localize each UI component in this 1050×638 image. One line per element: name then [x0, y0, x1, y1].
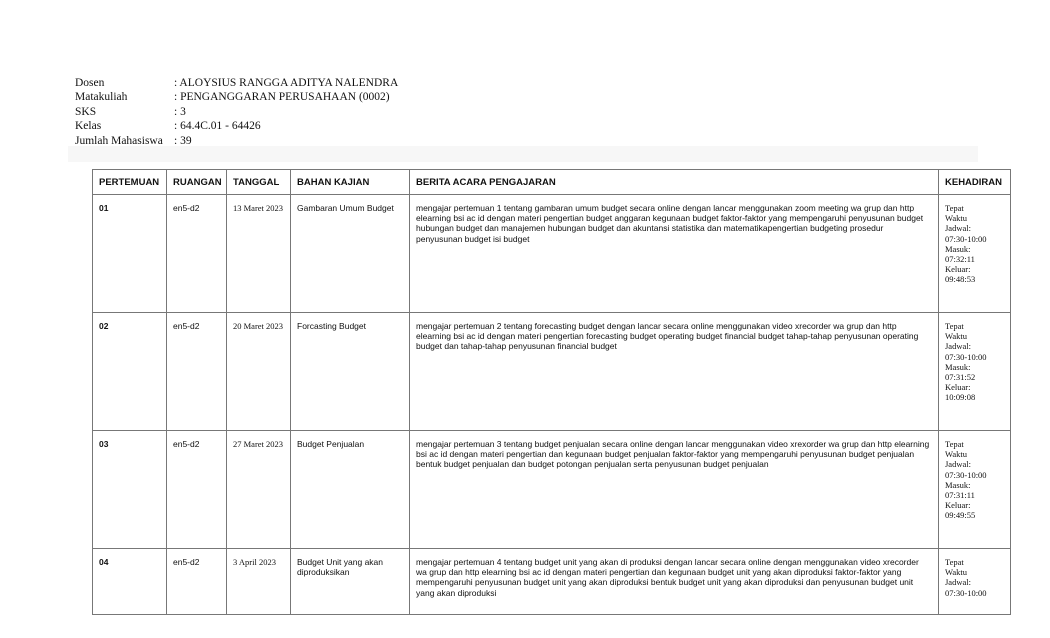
- cell-berita-acara: mengajar pertemuan 1 tentang gambaran umum budget secara online dengan lancar menggunakan zoom meeting wa grup dan http elearning bsi ac id dengan materi pengertian budget anggaran kegunaan budget faktor-faktor yang mempengaruhi penyusunan budget hubungan budget dan manajemen hubungan budget dan akuntansi statistika dan matematikapengertian budgeting prosedur penyusunan budget isi budget: [410, 195, 939, 313]
- cell-kehadiran: [939, 195, 1011, 313]
- header-bahan-kajian: BAHAN KAJIAN: [291, 170, 410, 195]
- info-label: SKS: [75, 105, 97, 118]
- header-berita-acara: BERITA ACARA PENGAJARAN: [410, 170, 939, 195]
- attendance-line: Tepat: [945, 321, 964, 331]
- attendance-line: 09:49:55: [945, 510, 976, 521]
- table-row: [93, 313, 1011, 431]
- header-tanggal: TANGGAL: [227, 170, 291, 195]
- cell-tanggal: 13 Maret 2023: [227, 195, 291, 313]
- table-header-row: [93, 170, 1011, 195]
- attendance-line: Keluar:: [945, 264, 971, 275]
- attendance-line: Jadwal:: [945, 223, 971, 234]
- info-value: : 3: [174, 105, 186, 118]
- attendance-line: Masuk:: [945, 361, 971, 372]
- cell-pertemuan: 02: [93, 313, 167, 431]
- attendance-line: Tepat: [945, 203, 964, 213]
- cell-bahan-kajian: Forcasting Budget: [291, 313, 410, 431]
- attendance-line: 07:30-10:00: [945, 351, 987, 362]
- attendance-line: Jadwal:: [945, 577, 971, 588]
- attendance-line: Keluar:: [945, 500, 971, 511]
- cell-berita-acara: mengajar pertemuan 4 tentang budget unit yang akan di produksi dengan lancar secara online dengan menggunakan video xrecorder wa grup dan http elearning bsi ac id dengan materi pengertian dan kegunaan budget unit yang akan diproduksi faktor-faktor yang mempengaruhi penyusunan budget unit yang akan diproduksi bentuk budget unit yang akan diproduksi dan penyusunan budget unit yang akan diproduksi: [410, 549, 939, 615]
- info-label: Dosen: [75, 77, 105, 89]
- attendance-line: Tepat: [945, 439, 964, 449]
- cell-berita-acara: mengajar pertemuan 2 tentang forecasting budget dengan lancar secara online menggunakan video xrecorder wa grup dan http elearning bsi ac id dengan materi pengertian forecasting budget operating budget financial budget tahap-tahap penyusunan operating budget dan tahap-tahap penyusunan financial budget: [410, 313, 939, 431]
- attendance-line: Jadwal:: [945, 341, 971, 352]
- attendance-line: Keluar:: [945, 382, 971, 393]
- attendance-line: Jadwal:: [945, 459, 971, 470]
- attendance-line: Waktu: [945, 567, 967, 578]
- cell-kehadiran: [939, 313, 1011, 431]
- attendance-line: 07:31:52: [945, 372, 976, 383]
- cell-kehadiran: [939, 431, 1011, 549]
- info-row-matakuliah: [75, 90, 398, 104]
- course-info: [75, 76, 398, 148]
- table-row: [93, 195, 1011, 313]
- attendance-line: Waktu: [945, 331, 967, 342]
- cell-berita-acara: mengajar pertemuan 3 tentang budget penjualan secara online dengan lancar menggunakan video xrexorder wa grup dan http elearning bsi ac id dengan materi pengertian dan kegunaan budget penjualan faktor-faktor yang mempengaruhi penyusunan budget penjualan bentuk budget penjualan dan budget potongan penjualan serta penyusunan budget penjualan: [410, 431, 939, 549]
- info-row-kelas: [75, 119, 398, 133]
- table-row: [93, 549, 1011, 615]
- attendance-line: Waktu: [945, 213, 967, 224]
- info-row-jumlah-mahasiswa: [75, 134, 398, 148]
- cell-ruangan: en5-d2: [167, 431, 227, 549]
- info-row-sks: [75, 105, 398, 119]
- info-value: : 64.4C.01 - 64426: [174, 120, 261, 133]
- cell-ruangan: en5-d2: [167, 313, 227, 431]
- cell-pertemuan: 04: [93, 549, 167, 615]
- info-value: : PENGANGGARAN PERUSAHAAN (0002): [174, 91, 390, 104]
- cell-bahan-kajian: Budget Unit yang akan diproduksikan: [291, 549, 410, 615]
- table-row: [93, 431, 1011, 549]
- header-ruangan: RUANGAN: [167, 170, 227, 195]
- cell-bahan-kajian: Budget Penjualan: [291, 431, 410, 549]
- header-kehadiran: KEHADIRAN: [939, 170, 1011, 195]
- info-value: : ALOYSIUS RANGGA ADITYA NALENDRA: [174, 77, 399, 89]
- info-label: Matakuliah: [75, 91, 128, 104]
- attendance-line: Tepat: [945, 557, 964, 567]
- attendance-line: 07:31:11: [945, 490, 975, 501]
- cell-tanggal: 20 Maret 2023: [227, 313, 291, 431]
- cell-ruangan: en5-d2: [167, 195, 227, 313]
- attendance-line: 07:32:11: [945, 254, 975, 265]
- info-background-band: [68, 146, 978, 162]
- attendance-line: 09:48:53: [945, 274, 976, 285]
- info-row-dosen: [75, 76, 398, 90]
- attendance-line: 07:30-10:00: [945, 587, 987, 598]
- attendance-line: 10:09:08: [945, 392, 976, 403]
- info-label: Jumlah Mahasiswa: [75, 134, 163, 147]
- attendance-line: 07:30-10:00: [945, 233, 987, 244]
- teaching-report-table: [92, 169, 1011, 615]
- attendance-line: 07:30-10:00: [945, 469, 987, 480]
- cell-tanggal: 27 Maret 2023: [227, 431, 291, 549]
- attendance-line: Masuk:: [945, 243, 971, 254]
- header-pertemuan: PERTEMUAN: [93, 170, 167, 195]
- cell-pertemuan: 01: [93, 195, 167, 313]
- attendance-line: Masuk:: [945, 479, 971, 490]
- cell-bahan-kajian: Gambaran Umum Budget: [291, 195, 410, 313]
- cell-ruangan: en5-d2: [167, 549, 227, 615]
- info-label: Kelas: [75, 120, 102, 133]
- cell-pertemuan: 03: [93, 431, 167, 549]
- info-value: : 39: [174, 134, 192, 147]
- cell-tanggal: 3 April 2023: [227, 549, 291, 615]
- attendance-line: Waktu: [945, 449, 967, 460]
- cell-kehadiran: [939, 549, 1011, 615]
